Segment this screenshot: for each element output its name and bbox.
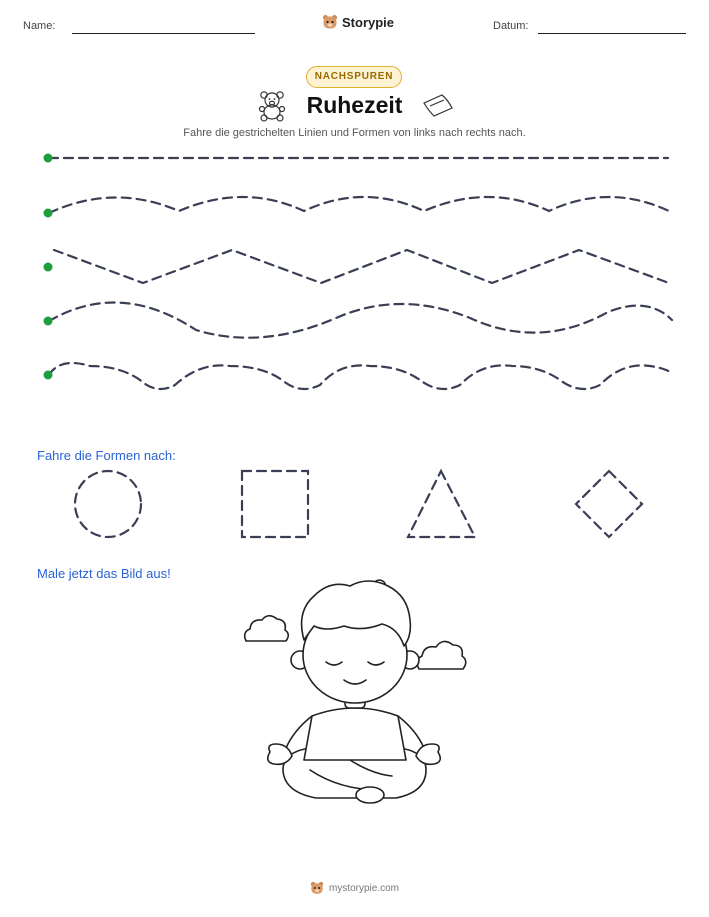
torso (304, 708, 406, 760)
coloring-heading: Male jetzt das Bild aus! (37, 566, 171, 581)
cloud-right (417, 641, 466, 669)
category-badge: NACHSPUREN (306, 66, 402, 88)
date-label: Datum: (493, 20, 529, 32)
bear-icon (310, 881, 324, 895)
page-title: Ruhezeit (306, 92, 403, 118)
name-label: Name: (23, 20, 56, 32)
cloud-left (245, 616, 289, 641)
left-hand (268, 744, 292, 764)
footer (0, 881, 709, 895)
instructions: Fahre die gestrichelten Linien und Formen von links nach rechts nach. (183, 127, 526, 139)
brand-name: Storypie (342, 14, 395, 30)
foot (356, 787, 384, 803)
shapes-heading: Fahre die Formen nach: (37, 448, 176, 463)
right-hand (416, 744, 440, 764)
footer-url[interactable]: mystorypie.com (328, 882, 399, 894)
